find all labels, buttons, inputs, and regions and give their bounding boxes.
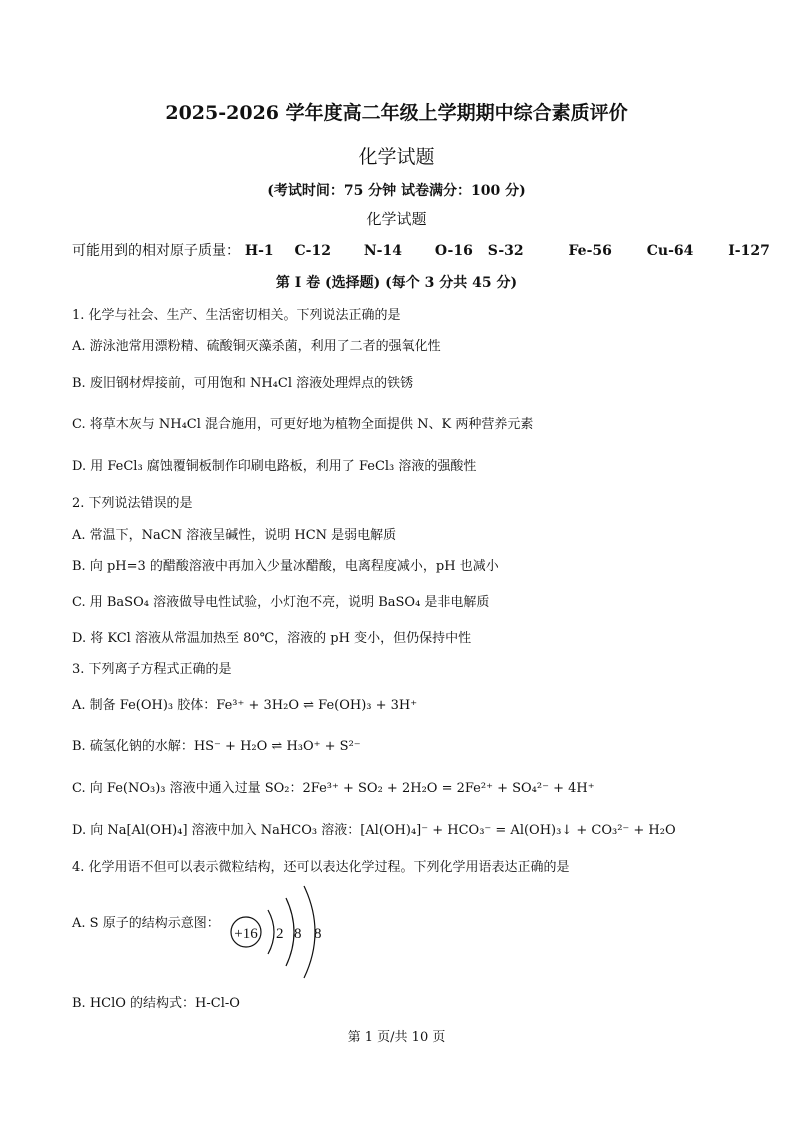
- atom-structure-option: [72, 912, 322, 942]
- question-option: C. 将草木灰与 NH₄Cl 混合施用，可更好地为植物全面提供 N、K 两种营养元素: [72, 417, 534, 432]
- nucleus-charge: +16: [234, 926, 258, 942]
- atomic-masses-label: 可能用到的相对原子质量：: [72, 243, 240, 259]
- atomic-mass-item: C-12: [294, 243, 331, 259]
- question-option: D. 将 KCl 溶液从常温加热至 80℃，溶液的 pH 变小，但仍保持中性: [72, 631, 472, 646]
- page-footer: 第 1 页/共 10 页: [347, 1030, 446, 1045]
- atomic-mass-item: O-16: [434, 243, 473, 259]
- question-stem: 4. 化学用语不但可以表示微粒结构，还可以表达化学过程。下列化学用语表达正确的是: [72, 860, 570, 875]
- question-option: D. 用 FeCl₃ 腐蚀覆铜板制作印刷电路板，利用了 FeCl₃ 溶液的强酸性: [72, 459, 477, 474]
- electron-shell-arc: [286, 898, 294, 966]
- question-option: B. 向 pH=3 的醋酸溶液中再加入少量冰醋酸，电离程度减小，pH 也减小: [72, 559, 499, 574]
- exam-title: 2025-2026 学年度高二年级上学期期中综合素质评价: [165, 102, 628, 124]
- question-option: A. S 原子的结构示意图：: [72, 916, 220, 931]
- question-option: D. 向 Na[Al(OH)₄] 溶液中加入 NaHCO₃ 溶液：[Al(OH)₄]⁻ + HCO₃⁻ = Al(OH)₃↓ + CO₃²⁻ + H₂O: [72, 823, 676, 838]
- shell-electron-count: 2: [276, 926, 284, 942]
- atomic-masses: [72, 240, 770, 260]
- shell-electron-count: 8: [314, 926, 322, 942]
- shell-electron-count: 8: [294, 926, 302, 942]
- sulfur-atom-diagram: [228, 878, 408, 988]
- exam-subject-repeat: 化学试题: [366, 210, 427, 228]
- atomic-mass-item: H-1: [244, 243, 274, 259]
- exam-subject: 化学试题: [358, 146, 435, 168]
- question-option: A. 制备 Fe(OH)₃ 胶体：Fe³⁺ + 3H₂O ⇌ Fe(OH)₃ + 3H⁺: [72, 698, 418, 713]
- question-stem: 2. 下列说法错误的是: [72, 496, 193, 511]
- atomic-mass-item: Cu-64: [646, 243, 694, 259]
- exam-meta: (考试时间：75 分钟 试卷满分：100 分): [267, 183, 526, 199]
- atomic-mass-item: I-127: [728, 243, 770, 259]
- atomic-mass-item: N-14: [363, 243, 402, 259]
- atomic-mass-item: S-32: [487, 243, 524, 259]
- electron-shell-arc: [268, 910, 274, 954]
- section-heading: 第 I 卷 (选择题) (每个 3 分共 45 分): [275, 275, 518, 291]
- question-option: A. 常温下，NaCN 溶液呈碱性，说明 HCN 是弱电解质: [72, 528, 397, 543]
- question-stem: 3. 下列离子方程式正确的是: [72, 662, 232, 677]
- atomic-mass-item: Fe-56: [568, 243, 612, 259]
- question-option: B. 硫氢化钠的水解：HS⁻ + H₂O ⇌ H₃O⁺ + S²⁻: [72, 739, 361, 754]
- question-stem: 1. 化学与社会、生产、生活密切相关。下列说法正确的是: [72, 308, 401, 323]
- question-option: B. HClO 的结构式：H-Cl-O: [72, 996, 240, 1011]
- question-option: A. 游泳池常用漂粉精、硫酸铜灭藻杀菌，利用了二者的强氧化性: [72, 339, 441, 354]
- question-option: C. 用 BaSO₄ 溶液做导电性试验，小灯泡不亮，说明 BaSO₄ 是非电解质: [72, 595, 490, 610]
- question-option: B. 废旧钢材焊接前，可用饱和 NH₄Cl 溶液处理焊点的铁锈: [72, 376, 414, 391]
- question-option: C. 向 Fe(NO₃)₃ 溶液中通入过量 SO₂：2Fe³⁺ + SO₂ + 2H₂O = 2Fe²⁺ + SO₄²⁻ + 4H⁺: [72, 781, 595, 796]
